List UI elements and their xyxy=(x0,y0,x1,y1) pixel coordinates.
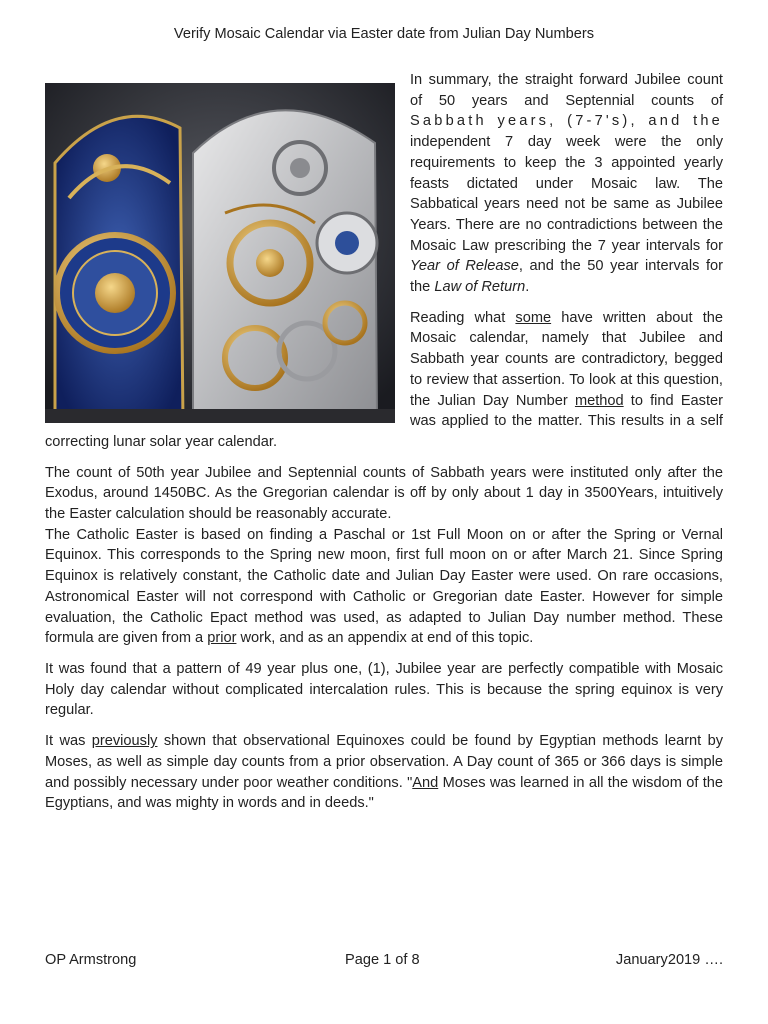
p1-text-a: In summary, the straight forward Jubilee count of 50 years and Septennial counts of xyxy=(410,72,723,109)
clock-illustration xyxy=(45,83,395,423)
p1-text-e: . xyxy=(525,279,530,296)
footer-date: January2019 …. xyxy=(615,952,723,968)
footer-page-number: Page 1 of 8 xyxy=(345,952,420,968)
document-body xyxy=(45,70,723,824)
p2-text-c: to find Easter was applied to the matter. This results in a self correcting lunar solar year calendar. xyxy=(45,392,723,450)
p1-text-b: Sabbath years, (7-7's), and the xyxy=(410,113,723,130)
page-header-title: Verify Mosaic Calendar via Easter date from Julian Day Numbers xyxy=(173,26,595,42)
footer-author: OP Armstrong xyxy=(45,952,137,968)
and-link[interactable]: And xyxy=(412,774,439,791)
some-link[interactable]: some xyxy=(515,309,552,326)
paragraph-pattern: It was found that a pattern of 49 year plus one, (1), Jubilee year are perfectly compatible with Mosaic Holy day calendar without complicated intercalation rules. This is because the spring equinox is very regular. xyxy=(45,660,723,719)
astronomical-clock-image xyxy=(45,83,395,423)
p1-text-d: , and the 50 year intervals for the xyxy=(410,258,723,296)
paragraph-catholic-easter xyxy=(45,525,723,649)
p6-text-b: shown that observational Equinoxes could be found by Egyptian methods learnt by Moses, as well as simple day counts from a prior observation. A Day count of 365 or 366 days is simple and possibly necessary under poor weather conditions. " xyxy=(45,733,723,791)
year-of-release-term: Year of Release xyxy=(410,258,519,275)
law-of-return-term: Law of Return xyxy=(434,279,526,296)
prior-link[interactable]: prior xyxy=(207,630,237,647)
p6-text-c: Moses was learned in all the wisdom of the Egyptians, and was mighty in words and in deeds." xyxy=(45,774,723,812)
previously-link[interactable]: previously xyxy=(91,733,158,750)
paragraph-jubilee-count: The count of 50th year Jubilee and Septennial counts of Sabbath years were instituted only after the Exodus, around 1450BC. As the Gregorian calendar is off by only about 1 day in 3500Years, intuitively the Easter calculation should be reasonably accurate. xyxy=(45,464,723,523)
p2-text-a: Reading what xyxy=(410,309,516,326)
p4-text-a: The Catholic Easter is based on finding a Paschal or 1st Full Moon on or after the Spring or Vernal Equinox. This corresponds to the Spring new moon, first full moon on or after March 21. Since Spring Equinox is relatively constant, the Catholic date and Julian Day Easter were used. On rare occasions, Astronomical Easter will not correspond with Catholic or Gregorian date Easter. However for simple evaluation, the Catholic Epact method was used, as adapted to Julian Day number method. These formula are given from a xyxy=(45,526,723,647)
p2-text-b: have written about the Mosaic calendar, namely that Jubilee and Sabbath year counts are contradictory, begged to review that assertion. To look at this question, the Julian Day Number xyxy=(410,309,723,409)
paragraph-equinoxes xyxy=(45,731,723,814)
p4-text-b: work, and as an appendix at end of this topic. xyxy=(236,630,534,647)
method-link[interactable]: method xyxy=(574,392,624,409)
p6-text-a: It was xyxy=(45,733,92,750)
p1-text-c: independent 7 day week were the only requirements to keep the 3 appointed yearly feasts dictated under Mosaic law. The Sabbatical years need not be same as Jubilee Years. There are no contradictions between the Mosaic Law prescribing the 7 year intervals for xyxy=(410,134,723,254)
